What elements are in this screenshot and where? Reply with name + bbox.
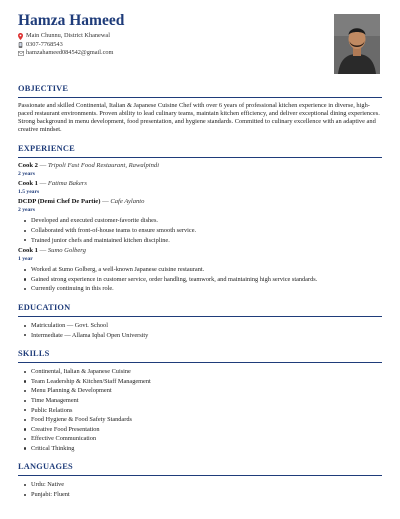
objective-section [18, 84, 382, 134]
resume-header [18, 12, 382, 78]
job-role: Cook 1 [18, 180, 38, 188]
job-role: Cook 2 [18, 162, 38, 170]
job-company: Fatima Bakers [47, 180, 87, 188]
job-company: Sumo Golberg [47, 247, 86, 255]
list-item: Critical Thinking [18, 444, 382, 454]
list-item: Developed and executed customer-favorite dishes. [18, 216, 382, 226]
job-role: Cook 1 [18, 247, 38, 255]
job-bullets [18, 216, 382, 245]
job-separator: — [39, 247, 47, 255]
map-pin-icon [18, 33, 26, 40]
education-section [18, 303, 382, 340]
job-duration: 1 year [18, 255, 33, 262]
skills-heading: SKILLS [18, 349, 382, 363]
list-item: Matriculation — Govt. School [18, 321, 382, 331]
list-item: Menu Planning & Development [18, 386, 382, 396]
list-item: Urdu: Native [18, 480, 382, 490]
skills-list [18, 367, 382, 453]
languages-list [18, 480, 382, 499]
contact-info [18, 32, 382, 58]
job-duration: 1.5 years [18, 188, 40, 195]
email-text[interactable]: hamzahameed084542@gmail.com [26, 49, 114, 57]
phone-icon [18, 42, 26, 48]
list-item: Public Relations [18, 406, 382, 416]
skills-section [18, 349, 382, 453]
candidate-name: Hamza Hameed [18, 12, 125, 29]
job-separator: — [39, 162, 47, 170]
objective-heading: OBJECTIVE [18, 84, 382, 98]
list-item: Creative Food Presentation [18, 425, 382, 435]
list-item: Collaborated with front-of-house teams to ensure smooth service. [18, 226, 382, 236]
languages-section [18, 462, 382, 499]
job-separator: — [39, 180, 47, 188]
job-separator: — [102, 198, 109, 206]
job-entry [18, 162, 382, 178]
list-item: Effective Communication [18, 434, 382, 444]
job-entry [18, 247, 382, 294]
education-list [18, 321, 382, 340]
list-item: Team Leadership & Kitchen/Staff Management [18, 377, 382, 387]
list-item: Time Management [18, 396, 382, 406]
experience-heading: EXPERIENCE [18, 144, 382, 158]
job-role: DCDP (Demi Chef De Partie) [18, 198, 101, 206]
list-item: Worked at Sumo Golberg, a well-known Japanese cuisine restaurant. [18, 265, 382, 275]
list-item: Trained junior chefs and maintained kitchen discipline. [18, 236, 382, 246]
contact-phone [18, 41, 382, 50]
list-item: Food Hygiene & Food Safety Standards [18, 415, 382, 425]
languages-heading: LANGUAGES [18, 462, 382, 476]
job-duration: 2 years [18, 170, 35, 177]
list-item: Intermediate — Allama Iqbal Open University [18, 331, 382, 341]
job-entry [18, 198, 382, 245]
profile-photo [334, 14, 380, 74]
objective-text: Passionate and skilled Continental, Italian & Japanese Cuisine Chef with over 6 years of professional kitchen experience in diverse, high-paced restaurant environments. Proven ability to lead culinary teams, maintain kitchen efficiency, and deliver exceptional dining experiences. Strong background in menu development, food presentation, and hygiene standards. Committed to culinary excellence with an adaptive and creative mindset. [18, 102, 380, 134]
location-text: Main Chunnu, District Khanewal [26, 32, 110, 39]
phone-text: 0307-7768543 [26, 40, 63, 48]
job-entry [18, 180, 382, 196]
list-item: Punjabi: Fluent [18, 490, 382, 500]
list-item: Continental, Italian & Japanese Cuisine [18, 367, 382, 377]
job-bullets [18, 265, 382, 294]
list-item: Gained strong experience in customer service, order handling, teamwork, and maintaining high service standards. [18, 275, 382, 285]
job-duration: 2 years [18, 206, 35, 213]
job-company: Tripoli Fast Food Restaurant, Rawalpindi [47, 162, 160, 170]
contact-location [18, 32, 382, 41]
envelope-icon [18, 51, 26, 56]
job-company: Cafe Aylanto [110, 198, 145, 206]
list-item: Currently continuing in this role. [18, 284, 382, 294]
education-heading: EDUCATION [18, 303, 382, 317]
contact-email[interactable] [18, 49, 382, 58]
experience-section [18, 144, 382, 294]
